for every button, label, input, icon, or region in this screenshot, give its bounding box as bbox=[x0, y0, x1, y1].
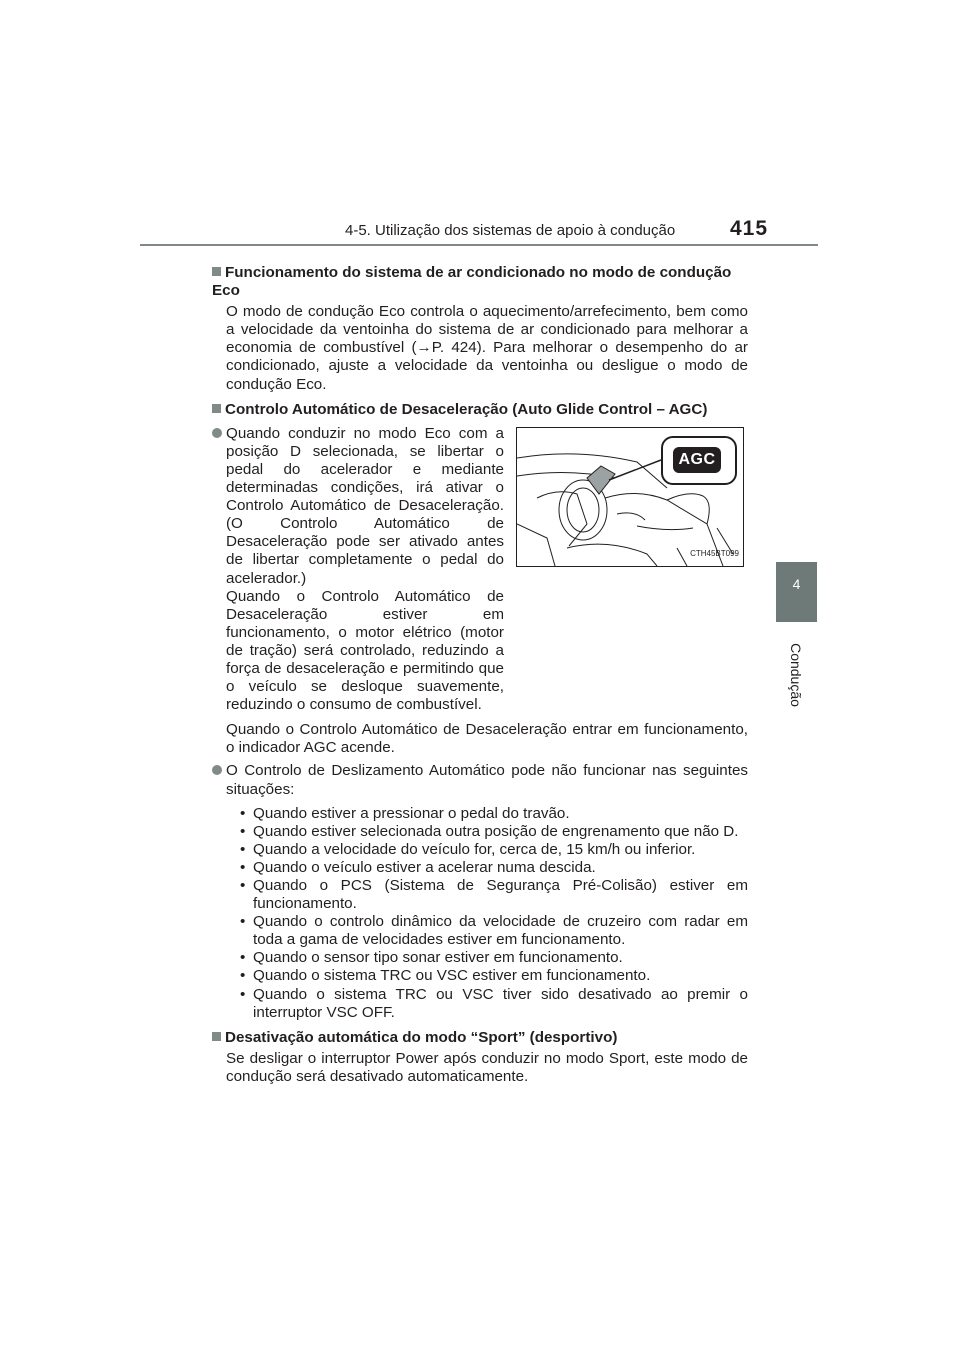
chapter-label-text: Condução bbox=[788, 643, 804, 707]
list-item bbox=[240, 986, 748, 1022]
page-number: 415 bbox=[730, 217, 769, 240]
agc-bullet-1 bbox=[212, 425, 504, 715]
list-item-text: Quando a velocidade do veículo for, cerca de, 15 km/h ou inferior. bbox=[253, 840, 696, 858]
dot-bullet: • bbox=[240, 967, 246, 985]
section-title-sport bbox=[212, 1029, 748, 1047]
header-rule bbox=[140, 244, 818, 246]
round-bullet-icon bbox=[212, 428, 222, 438]
section-title-eco bbox=[212, 264, 748, 300]
dot-bullet: • bbox=[240, 858, 246, 876]
section-body-eco: O modo de condução Eco controla o aquecimento/arrefecimento, bem como a velocidade da ventoinha do sistema de ar condicionado para melhorar a economia de combustível (→P. 424). Para melhorar o desempenho do ar condicionado, ajuste a velocidade da ventoinha ou desligue o modo de condução Eco. bbox=[226, 303, 748, 393]
list-item bbox=[240, 805, 748, 823]
list-item-text: Quando o sistema TRC ou VSC tiver sido desativado ao premir o interruptor VSC OFF. bbox=[253, 985, 748, 1021]
dot-bullet: • bbox=[240, 877, 246, 894]
section-title-agc bbox=[212, 401, 748, 419]
agc-bullet-1-continued: Quando o Controlo Automático de Desaceleração estiver em funcionamento, o motor elétrico (motor de tração) será controlado, reduzindo a força de desaceleração e permitindo que o veículo se desloque suavemente, reduzindo o consumo de combustível. bbox=[226, 587, 504, 714]
square-bullet-icon bbox=[212, 267, 221, 276]
list-item-text: Quando o sensor tipo sonar estiver em funcionamento. bbox=[253, 949, 623, 967]
list-item bbox=[240, 841, 748, 859]
agc-bullet-with-figure bbox=[226, 425, 748, 715]
list-item bbox=[240, 823, 748, 841]
list-item bbox=[240, 859, 748, 877]
header-section-title: 4-5. Utilização dos sistemas de apoio à condução bbox=[345, 222, 676, 239]
chapter-tab[interactable] bbox=[776, 562, 817, 622]
list-item bbox=[240, 967, 748, 985]
section-title-eco-text: Funcionamento do sistema de ar condicionado no modo de condução Eco bbox=[212, 264, 732, 300]
chapter-tab-number: 4 bbox=[792, 576, 801, 592]
section-body-sport: Se desligar o interruptor Power após conduzir no modo Sport, este modo de condução será desativado automaticamente. bbox=[226, 1049, 748, 1085]
figure-code: CTH45BT099 bbox=[690, 548, 739, 558]
list-item-text: Quando o sistema TRC ou VSC estiver em funcionamento. bbox=[253, 967, 651, 985]
dot-bullet: • bbox=[240, 804, 246, 822]
section-title-sport-text: Desativação automática do modo “Sport” (desportivo) bbox=[225, 1028, 618, 1046]
list-item bbox=[240, 913, 748, 949]
section-title-agc-text: Controlo Automático de Desaceleração (Auto Glide Control – AGC) bbox=[225, 400, 708, 418]
dot-bullet: • bbox=[240, 822, 246, 840]
agc-bullet-1-text: Quando conduzir no modo Eco com a posição D selecionada, se libertar o pedal do acelerador e mediante determinadas condições, irá ativar o Controlo Automático de Desaceleração. (O Controlo Automático de Desaceleração pode ser ativado antes de libertar completamente o pedal do acelerador.) bbox=[226, 424, 504, 587]
dot-bullet: • bbox=[240, 840, 246, 858]
list-item-text: Quando o veículo estiver a acelerar numa descida. bbox=[253, 858, 596, 876]
page-content bbox=[212, 264, 748, 1086]
list-item-text: Quando estiver selecionada outra posição de engrenamento que não D. bbox=[253, 822, 739, 840]
square-bullet-icon bbox=[212, 404, 221, 413]
dot-bullet: • bbox=[240, 913, 246, 931]
round-bullet-icon bbox=[212, 765, 222, 775]
dot-bullet: • bbox=[240, 985, 246, 1003]
agc-bullet-2 bbox=[212, 762, 748, 798]
list-item-text: Quando o controlo dinâmico da velocidade de cruzeiro com radar em toda a gama de velocidades estiver em funcionamento. bbox=[253, 913, 748, 949]
dot-bullet: • bbox=[240, 949, 246, 967]
agc-illustration bbox=[516, 427, 744, 567]
agc-conditions-list bbox=[240, 805, 748, 1022]
list-item bbox=[240, 877, 748, 913]
agc-bullet-2-text: O Controlo de Deslizamento Automático pode não funcionar nas seguintes situações: bbox=[226, 762, 748, 798]
agc-indicator-note: Quando o Controlo Automático de Desaceleração entrar em funcionamento, o indicador AGC acende. bbox=[226, 721, 748, 757]
list-item-text: Quando o PCS (Sistema de Segurança Pré-Colisão) estiver em funcionamento. bbox=[253, 877, 748, 913]
list-item bbox=[240, 949, 748, 967]
chapter-label bbox=[786, 630, 806, 720]
list-item-text: Quando estiver a pressionar o pedal do travão. bbox=[253, 804, 570, 822]
square-bullet-icon bbox=[212, 1032, 221, 1041]
agc-indicator-icon: AGC bbox=[673, 447, 721, 473]
agc-indicator-callout bbox=[661, 436, 737, 485]
